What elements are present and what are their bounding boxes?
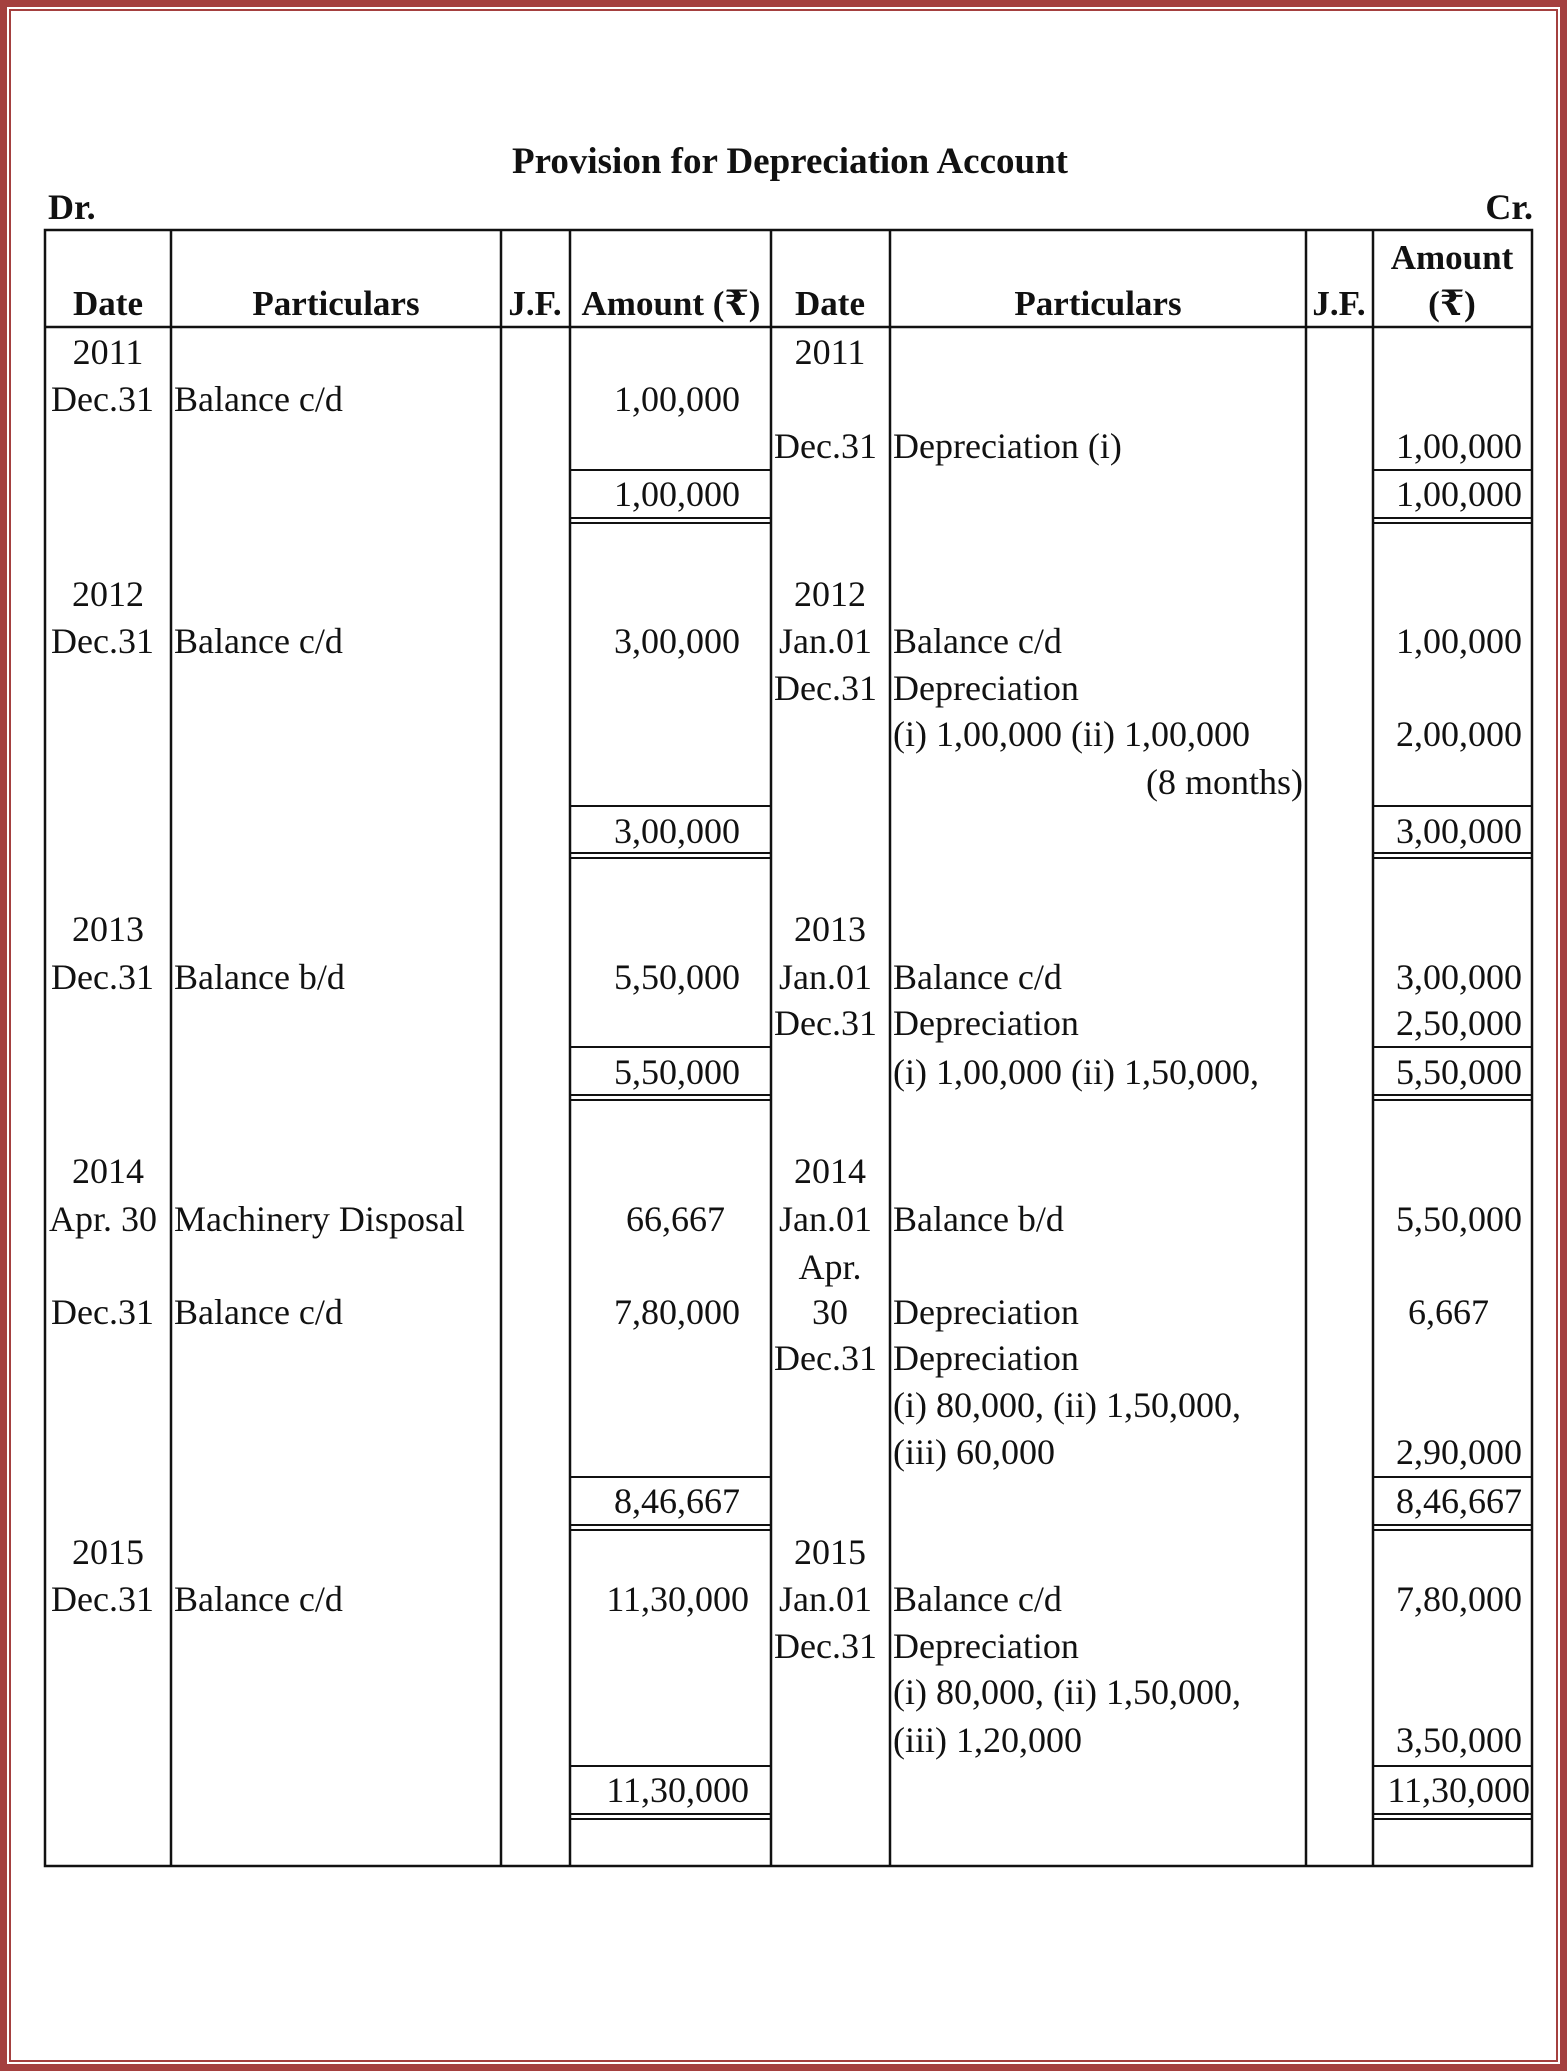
cr-year-2012: 2012 [794,574,866,614]
cr-date: Dec.31 [774,1338,877,1378]
cr-date: 30 [812,1292,848,1332]
cr-date: Dec.31 [774,668,877,708]
cr-date: Jan.01 [779,1199,872,1239]
cr-date: Jan.01 [779,621,872,661]
cr-total: 3,00,000 [1396,811,1522,851]
cr-particulars: Depreciation (i) [893,426,1122,466]
dr-particulars: Balance c/d [174,379,343,419]
header-amount-cr-line1: Amount [1390,238,1514,277]
cr-particulars-detail: (iii) 1,20,000 [893,1720,1082,1760]
dr-year-2012: 2012 [72,574,144,614]
cr-particulars: Balance c/d [893,957,1062,997]
cr-amount: 3,00,000 [1396,957,1522,997]
dr-amount: 5,50,000 [614,957,740,997]
cr-total: 5,50,000 [1396,1052,1522,1092]
dr-amount: 66,667 [626,1199,725,1239]
dr-particulars: Balance c/d [174,1292,343,1332]
dr-total: 8,46,667 [614,1481,740,1521]
cr-particulars-detail: (iii) 60,000 [893,1432,1055,1472]
debit-label: Dr. [48,187,96,227]
header-jf-cr: J.F. [1312,284,1366,323]
cr-amount: 2,90,000 [1396,1432,1522,1472]
dr-date: Apr. 30 [49,1199,157,1239]
dr-year-2014: 2014 [72,1151,144,1191]
cr-amount: 1,00,000 [1396,426,1522,466]
credit-label: Cr. [1485,187,1533,227]
dr-total: 3,00,000 [614,811,740,851]
cr-date: Dec.31 [774,426,877,466]
cr-date: Dec.31 [774,1626,877,1666]
cr-particulars: Depreciation [893,1003,1079,1043]
cr-year-2015: 2015 [794,1532,866,1572]
cr-amount: 3,50,000 [1396,1720,1522,1760]
dr-year-2015: 2015 [72,1532,144,1572]
cr-particulars: Depreciation [893,1292,1079,1332]
cr-date: Jan.01 [779,957,872,997]
dr-total: 11,30,000 [606,1770,749,1810]
header-amount-cr-line2: (₹) [1428,284,1476,323]
dr-total: 5,50,000 [614,1052,740,1092]
cr-year-2011: 2011 [794,332,866,372]
header-date-dr: Date [73,284,143,323]
cr-particulars: Depreciation [893,668,1079,708]
cr-particulars-detail: (i) 80,000, (ii) 1,50,000, [893,1672,1241,1712]
header-particulars-dr: Particulars [252,284,420,323]
dr-date: Dec.31 [51,379,154,419]
dr-date: Dec.31 [51,1292,154,1332]
cr-total: 1,00,000 [1396,474,1522,514]
header-date-cr: Date [795,284,865,323]
header-particulars-cr: Particulars [1014,284,1182,323]
cr-amount: 5,50,000 [1396,1199,1522,1239]
cr-amount: 1,00,000 [1396,621,1522,661]
cr-particulars-detail: (i) 1,00,000 (ii) 1,50,000, [893,1052,1259,1092]
cr-particulars: Depreciation [893,1626,1079,1666]
cr-amount: 2,50,000 [1396,1003,1522,1043]
cr-total: 11,30,000 [1387,1770,1530,1810]
cr-particulars-detail: (i) 1,00,000 (ii) 1,00,000 [893,714,1250,754]
header-amount-dr: Amount (₹) [581,284,761,323]
dr-date: Dec.31 [51,621,154,661]
dr-date: Dec.31 [51,1579,154,1619]
cr-particulars: Balance c/d [893,621,1062,661]
dr-particulars: Balance b/d [174,957,345,997]
page-title: Provision for Depreciation Account [512,141,1068,182]
dr-particulars: Balance c/d [174,621,343,661]
cr-particulars: Balance b/d [893,1199,1064,1239]
dr-total: 1,00,000 [614,474,740,514]
cr-date: Dec.31 [774,1003,877,1043]
dr-amount: 3,00,000 [614,621,740,661]
cr-particulars-detail: (i) 80,000, (ii) 1,50,000, [893,1385,1241,1425]
dr-amount: 1,00,000 [614,379,740,419]
cr-amount: 2,00,000 [1396,714,1522,754]
dr-year-2011: 2011 [72,332,144,372]
cr-particulars: Balance c/d [893,1579,1062,1619]
dr-amount: 7,80,000 [614,1292,740,1332]
dr-year-2013: 2013 [72,909,144,949]
cr-particulars: Depreciation [893,1338,1079,1378]
dr-particulars: Machinery Disposal [174,1199,465,1239]
cr-amount: 7,80,000 [1396,1579,1522,1619]
cr-total: 8,46,667 [1396,1481,1522,1521]
dr-amount: 11,30,000 [606,1579,749,1619]
cr-amount: 6,667 [1408,1292,1489,1332]
cr-year-2013: 2013 [794,909,866,949]
dr-date: Dec.31 [51,957,154,997]
cr-year-2014: 2014 [794,1151,866,1191]
dr-particulars: Balance c/d [174,1579,343,1619]
cr-date: Apr. [798,1247,862,1287]
cr-particulars-note: (8 months) [1146,762,1303,802]
cr-date: Jan.01 [779,1579,872,1619]
header-jf-dr: J.F. [508,284,562,323]
